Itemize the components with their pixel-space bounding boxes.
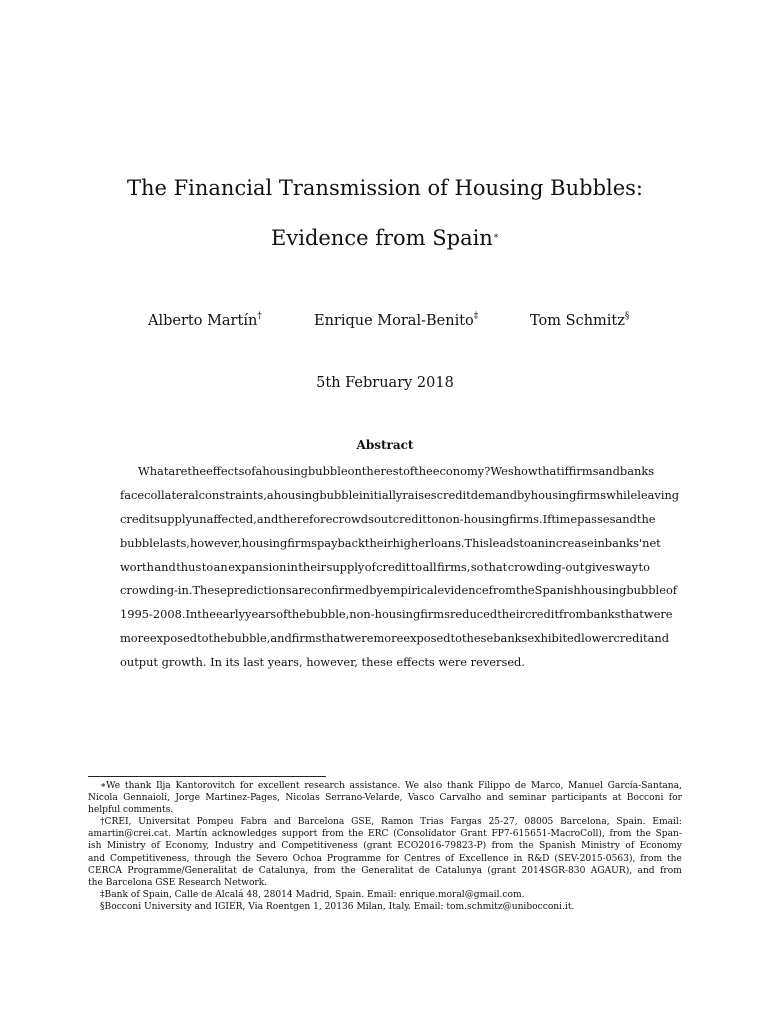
author-footnote-mark: ‡ bbox=[473, 311, 479, 322]
paper-date: 5th February 2018 bbox=[316, 375, 454, 391]
abstract-line: more exposed to the bubble, and firms that were more exposed to these banks exhibited lower credit and bbox=[120, 631, 670, 646]
author-list bbox=[0, 313, 770, 335]
abstract-heading: Abstract bbox=[356, 438, 414, 452]
footnote-line: §Bocconi University and IGIER, Via Roentgen 1, 20136 Milan, Italy. Email: tom.schmitz@unibocconi.it. bbox=[100, 901, 575, 912]
footnote-line: Nicola Gennaioli, Jorge Martinez-Pages, Nicolas Serrano-Velarde, Vasco Carvalho and seminar participants at Bocconi for bbox=[88, 793, 682, 804]
footnote-line: amartin@crei.cat. Martín acknowledges support from the ERC (Consolidator Grant FP7-615651-MacroColl), from the Span- bbox=[88, 829, 682, 840]
paper-title-line-1: The Financial Transmission of Housing Bubbles: bbox=[126, 176, 644, 200]
abstract-line: bubble lasts, however, housing firms pay back their higher loans. This leads to an increase in banks' net bbox=[120, 535, 661, 550]
footnote-line: and Competitiveness, through the Severo Ochoa Programme for Centres of Excellence in R&D (SEV-2015-0563), from the bbox=[88, 853, 682, 864]
abstract-line: worth and thus to an expansion in their supply of credit to all firms, so that crowding-out gives way to bbox=[120, 559, 650, 574]
paper-title-text: Evidence from Spain bbox=[271, 226, 493, 250]
author-footnote-mark: † bbox=[257, 311, 262, 322]
abstract-line: 1995-2008. In the early years of the bubble, non-housing firms reduced their credit from banks that were bbox=[120, 607, 673, 622]
abstract-body bbox=[120, 460, 680, 675]
author-schmitz bbox=[530, 313, 629, 329]
footnote-line: CERCA Programme/Generalitat de Catalunya, from the Generalitat de Catalunya (grant 2014SGR-830 AGAUR), and from bbox=[88, 865, 682, 876]
author-name: Enrique Moral-Benito bbox=[314, 313, 474, 329]
footnotes bbox=[88, 780, 682, 913]
author-name: Alberto Martín bbox=[148, 313, 258, 329]
title-footnote-mark: ∗ bbox=[492, 231, 499, 242]
footnote-line: ish Ministry of Economy, Industry and Competitiveness (grant ECO2016-79823-P) from the Spanish Ministry of Economy bbox=[88, 841, 682, 852]
abstract-line: crowding-in. These predictions are confirmed by empirical evidence from the Spanish housing bubble of bbox=[120, 583, 678, 598]
author-martin bbox=[148, 313, 262, 329]
author-name: Tom Schmitz bbox=[530, 313, 625, 329]
footnote-line: the Barcelona GSE Research Network. bbox=[88, 877, 268, 888]
footnote-line: ‡Bank of Spain, Calle de Alcalá 48, 28014 Madrid, Spain. Email: enrique.moral@gmail.com. bbox=[100, 889, 525, 900]
paper-title-line-2 bbox=[0, 226, 770, 250]
abstract-line: credit supply unaffected, and therefore crowds out credit to non-housing firms. If time passes and the bbox=[120, 511, 656, 526]
footnote-line: ∗We thank Ilja Kantorovitch for excellent research assistance. We also thank Filippo de Marco, Manuel García-Santana, bbox=[100, 781, 682, 791]
author-moral-benito bbox=[314, 313, 478, 329]
abstract-line: What are the effects of a housing bubble on the rest of the economy? We show that if firms and banks bbox=[138, 464, 655, 478]
abstract-line: face collateral constraints, a housing bubble initially raises credit demand by housing firms while leaving bbox=[120, 487, 680, 502]
abstract-line: output growth. In its last years, however, these effects were reversed. bbox=[120, 655, 525, 670]
footnote-line: helpful comments. bbox=[88, 805, 174, 816]
footnote-rule bbox=[88, 776, 326, 777]
author-footnote-mark: § bbox=[624, 311, 630, 322]
footnote-line: †CREI, Universitat Pompeu Fabra and Barcelona GSE, Ramon Trias Fargas 25-27, 08005 Barcelona, Spain. Email: bbox=[100, 817, 682, 828]
